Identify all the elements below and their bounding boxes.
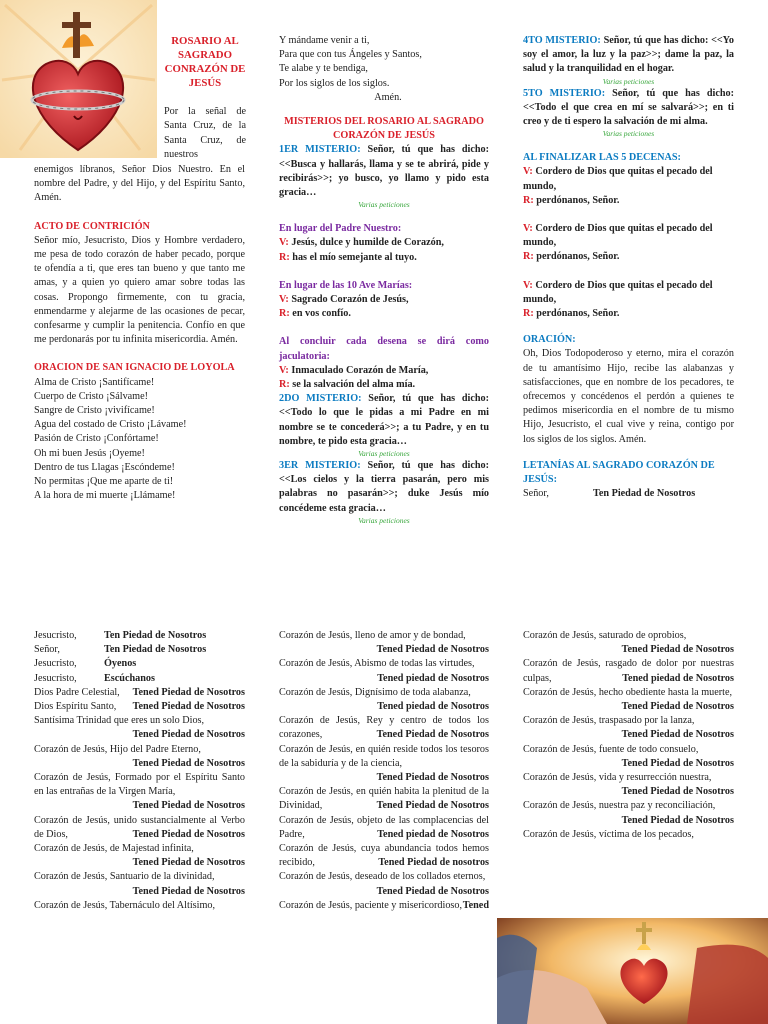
letania-item: [34, 899, 245, 913]
letania-response: Tened Piedad de Nosotros: [132, 828, 245, 840]
r-text: perdónanos, Señor.: [536, 308, 620, 320]
letania-invocation: Corazón de Jesús, objeto de las complacencias del Padre,: [279, 814, 489, 840]
r-text: has el mío semejante al tuyo.: [292, 251, 417, 263]
letania-items: [279, 629, 489, 913]
letania-item: [523, 714, 734, 742]
letania-response: Tened piedad de Nosotros: [377, 701, 489, 713]
letania-response: Tened Piedad de Nosotros: [621, 786, 734, 798]
v-marker: V:: [279, 294, 289, 306]
letania-response: Tened Piedad de Nosotros: [132, 701, 245, 713]
misterio-4: [523, 34, 734, 77]
v-text: Cordero de Dios que quitas el pecado del mundo,: [523, 166, 713, 192]
ave-marias-title: En lugar de las 10 Ave Marías:: [279, 279, 413, 291]
r-text: perdónanos, Señor.: [536, 251, 620, 263]
intro-side-text: Por la señal de Santa Cruz, de la Santa Cruz, de nuestros: [164, 106, 246, 161]
v-marker: V:: [523, 166, 533, 178]
oracion-text: Oh, Dios Todopoderoso y eterno, mira el corazón de tu amantísimo Hijo, recibe las alabanzas y satisfacciones, que en nombre de los pecadores, te ofrecemos y concédenos el perdón a quienes te pedimos misericordia en el nombre de tu mismo Hijo, Jesucristo, el cual vive y reina, contigo por los siglos de los siglos. Amén.: [523, 348, 734, 445]
letania-invocation: Corazón de Jesús, Hijo del Padre Eterno,: [34, 743, 201, 755]
letania-invocation: Jesucristo,: [34, 672, 77, 684]
misterio-4-text: Señor, tú que has dicho: <<Yo soy el amor, la luz y la paz>>; dame la paz, la salud y la tranquilidad en el hogar.: [523, 35, 734, 75]
prayer-line: No permitas ¡Que me aparte de ti!: [34, 476, 174, 488]
cordero-block-1: [523, 165, 734, 208]
v-marker: V:: [523, 223, 533, 235]
prayer-line: Te alabe y te bendiga,: [279, 63, 368, 75]
letania-response: Tened Piedad de Nosotros: [132, 757, 245, 769]
v-marker: V:: [279, 237, 289, 249]
misterio-3-text: Señor, tú que has dicho: <<Los cielos y la tierra pasarán, pero mis palabras no pasarán>>; duke Jesús mío concédeme esta gracia…: [279, 460, 489, 514]
letania-invocation: Corazón de Jesús, vida y resurrección nuestra,: [523, 772, 712, 784]
letania-response: Tened Piedad de Nosotros: [376, 800, 489, 812]
r-text: perdónanos, Señor.: [536, 194, 620, 206]
letania-invocation: Corazón de Jesús, víctima de los pecados,: [523, 828, 694, 840]
prayer-line: Alma de Cristo ¡Santifícame!: [34, 376, 155, 388]
v-marker: V:: [523, 279, 533, 291]
v-text: Sagrado Corazón de Jesús,: [291, 294, 409, 306]
misterio-2-label: 2DO MISTERIO:: [279, 393, 362, 405]
r-text: se la salvación del alma mía.: [292, 379, 416, 391]
letania-item: [279, 842, 489, 870]
letania-response: Ten Piedad de Nosotros: [593, 488, 696, 500]
letania-items: [523, 629, 734, 842]
letania-invocation: Corazón de Jesús, Tabernáculo del Altísimo,: [34, 899, 216, 911]
column-3-bottom: [523, 629, 734, 842]
column-3-top: [523, 34, 734, 501]
contricion-text: Señor mío, Jesucristo, Dios y Hombre verdadero, me pesa de todo corazón de haber pecado, porque te ofendía a ti, que eres tan bueno y que tanto me amas, y a quien yo quiero amar sobre todas las cosas. Propongo firmemente, con tu gracia, enmendarme y alejarme de las ocasiones de pecar, confesarme y cumplir la penitencia. Confío en que me perdonarás por tu infinita misericordia. Amén.: [34, 234, 245, 346]
v-text: Cordero de Dios que quitas el pecado del mundo,: [523, 279, 713, 305]
letania-item: [34, 743, 245, 771]
r-marker: R:: [523, 251, 534, 263]
letania-item: [34, 870, 245, 898]
ignacio-title: ORACION DE SAN IGNACIO DE LOYOLA: [34, 362, 235, 374]
letania-invocation: Corazón de Jesús, cuya abundancia todos hemos recibido,: [279, 843, 489, 869]
letania-invocation: Dios Padre Celestial,: [34, 686, 120, 698]
letania-items: [34, 686, 245, 913]
letania-row: [34, 657, 245, 671]
cordero-block-3: [523, 279, 734, 322]
letania-invocation: Corazón de Jesús, paciente y misericordioso,: [279, 899, 463, 911]
r-marker: R:: [279, 379, 290, 391]
prayer-line: Pasión de Cristo ¡Confórtame!: [34, 433, 159, 445]
jaculatoria-r: [279, 378, 489, 392]
r-marker: R:: [523, 308, 534, 320]
peticiones-note: Varias peticiones: [358, 449, 410, 459]
letania-row: [523, 487, 734, 501]
letania-item: [523, 828, 734, 842]
letania-invocation: Corazón de Jesús, saturado de oprobios,: [523, 630, 687, 641]
letanias-title: LETANÍAS AL SAGRADO CORAZÓN DE JESÚS:: [523, 459, 715, 486]
amen-text: Amén.: [374, 91, 402, 103]
letania-item: [279, 686, 489, 714]
letania-invocation: Corazón de Jesús, unido sustancialmente al Verbo de Dios,: [34, 814, 245, 840]
oracion-title: ORACIÓN:: [523, 334, 576, 346]
letania-item: [279, 814, 489, 842]
misterio-1: [279, 143, 489, 200]
letania-invocation: Corazón de Jesús, traspasado por la lanza,: [523, 715, 695, 727]
letania-item: [279, 899, 489, 913]
document-title: ROSARIO AL SAGRADO CONRAZÓN DE JESÚS: [164, 35, 246, 89]
letania-item: [523, 686, 734, 714]
letania-response: Tened Piedad de Nosotros: [621, 644, 734, 656]
letania-item: [34, 686, 245, 700]
intro-text: enemigos líbranos, Señor Dios Nuestro. En el nombre del Padre, y del Hijo, y del Espíritu Santo, Amén.: [34, 164, 245, 204]
r-marker: R:: [523, 194, 534, 206]
letania-response: Tened Piedad de Nosotros: [132, 885, 245, 897]
letania-item: [523, 743, 734, 771]
peticiones-note: Varias peticiones: [602, 76, 655, 86]
letania-response: Tened Piedad de Nosotros: [621, 814, 734, 826]
v-text: Jesús, dulce y humilde de Corazón,: [291, 237, 444, 249]
prayer-line: Dentro de tus Llagas ¡Escóndeme!: [34, 461, 175, 473]
letania-item: [523, 799, 734, 827]
misterio-4-label: 4TO MISTERIO:: [523, 35, 601, 46]
letania-response: Tened Piedad de Nosotros: [621, 729, 734, 741]
letania-response: Escúchanos: [104, 672, 155, 684]
letania-invocation: Corazón de Jesús, lleno de amor y de bondad,: [279, 630, 466, 641]
ave-marias-r: [279, 307, 489, 321]
letania-response: Ten Piedad de Nosotros: [104, 644, 207, 656]
letania-response: Óyenos: [104, 658, 137, 670]
letania-invocation: Corazón de Jesús, hecho obediente hasta la muerte,: [523, 686, 733, 698]
letania-response: Tened Piedad de Nosotros: [132, 800, 245, 812]
letania-response: Tened Piedad de nosotros: [378, 857, 489, 869]
letania-invocation: Corazón de Jesús, rasgado de dolor por nuestras culpas,: [523, 658, 734, 684]
letania-response: Tened Piedad de Nosotros: [376, 772, 489, 784]
peticiones-note: Varias peticiones: [358, 515, 410, 525]
jaculatoria-v: [279, 364, 489, 378]
letania-item: [34, 842, 245, 870]
prayer-line: Oh mi buen Jesús ¡Oyeme!: [34, 447, 145, 459]
letania-item: [279, 785, 489, 813]
misterio-5-label: 5TO MISTERIO:: [523, 87, 606, 99]
letania-item: [279, 714, 489, 742]
cordero-block-2: [523, 222, 734, 265]
letania-invocation: Corazón de Jesús, Formado por el Espíritu Santo en las entrañas de la Virgen María,: [34, 772, 245, 798]
letania-response: Tened piedad de Nosotros: [622, 672, 734, 684]
padre-nuestro-r: [279, 251, 489, 265]
letania-invocation: Corazón de Jesús, deseado de los collados eternos,: [279, 871, 486, 883]
letania-invocation: Señor,: [34, 644, 60, 656]
column-2-top: [279, 34, 489, 526]
prayer-line: Cuerpo de Cristo ¡Sálvame!: [34, 390, 149, 402]
letania-response: Tened Piedad de Nosotros: [132, 686, 245, 698]
letania-invocation: Corazón de Jesús, en quién reside todos los tesoros de la sabiduría y de la ciencia,: [279, 743, 489, 769]
letania-item: [523, 771, 734, 799]
sacred-heart-jesus-image: [497, 918, 768, 1024]
jaculatoria-title: Al concluir cada desena se dirá como jaculatoria:: [279, 336, 489, 362]
letania-response: Ten Piedad de Nosotros: [104, 630, 207, 641]
misterio-3: [279, 459, 489, 516]
letania-item: [279, 629, 489, 657]
letania-invocation: Jesucristo,: [34, 658, 77, 670]
letania-row: [34, 629, 245, 643]
ave-marias-v: [279, 293, 489, 307]
contricion-title: ACTO DE CONTRICIÓN: [34, 220, 150, 232]
v-marker: V:: [279, 364, 289, 376]
letania-item: [523, 657, 734, 685]
letania-response: Tened Piedad de Nosotros: [621, 701, 734, 713]
letania-row: [34, 672, 245, 686]
letania-item: [279, 870, 489, 898]
letania-invocation: Jesucristo,: [34, 630, 77, 641]
letania-invocation: Corazón de Jesús, Santuario de la divinidad,: [34, 871, 215, 883]
ignacio-prayer: [34, 376, 245, 504]
letania-response: Tened: [462, 899, 489, 911]
misterio-3-label: 3ER MISTERIO:: [279, 460, 361, 472]
letania-item: [279, 743, 489, 786]
misterio-5-text: Señor, tú que has dicho: <<Todo el que crea en mí se salvará>>; en ti creo y de ti espero la salvación de mi alma.: [523, 87, 734, 128]
letania-invocation: Señor,: [523, 488, 549, 500]
misterio-1-label: 1ER MISTERIO:: [279, 144, 361, 156]
letania-response: Tened Piedad de Nosotros: [132, 857, 245, 869]
letania-item: [279, 657, 489, 685]
prayer-line: A la hora de mi muerte ¡Llámame!: [34, 490, 176, 502]
prayer-line: Y mándame venir a ti,: [279, 35, 370, 46]
finalizar-title: AL FINALIZAR LAS 5 DECENAS:: [523, 152, 681, 164]
letania-response: Tened Piedad de Nosotros: [376, 644, 489, 656]
letania-invocation: Corazón de Jesús, de Majestad infinita,: [34, 843, 194, 855]
column-1-bottom: [34, 629, 245, 913]
letania-invocation: Corazón de Jesús, Dignísimo de toda alabanza,: [279, 686, 471, 698]
padre-nuestro-title: En lugar del Padre Nuestro:: [279, 223, 402, 235]
letania-item: [34, 700, 245, 714]
misterio-1-text: Señor, tú que has dicho: <<Busca y hallarás, llama y se te abrirá, pide y recibirás>>; yo busco, yo llamo y pido esta gracia…: [279, 144, 489, 199]
letania-response: Tened piedad de Nosotros: [377, 672, 489, 684]
letania-invocation: Corazón de Jesús, Abismo de todas las virtudes,: [279, 658, 475, 670]
r-marker: R:: [279, 308, 290, 320]
letania-response: Tened Piedad de Nosotros: [621, 757, 734, 769]
letania-invocation: Corazón de Jesús, Rey y centro de todos los corazones,: [279, 715, 489, 741]
letania-item: [523, 629, 734, 657]
letania-response: Tened Piedad de Nosotros: [376, 885, 489, 897]
title-block: [164, 34, 246, 163]
prayer-line: Por los siglos de los siglos.: [279, 77, 390, 89]
padre-nuestro-v: [279, 236, 489, 250]
sacred-heart-icon: [0, 0, 157, 158]
v-text: Inmaculado Corazón de María,: [291, 364, 429, 376]
letania-response: Tened Piedad de Nosotros: [376, 729, 489, 741]
misterios-title: MISTERIOS DEL ROSARIO AL SAGRADO CORAZÓN DE JESÚS: [284, 116, 484, 142]
column-1-top: [34, 163, 245, 503]
column-2-bottom: [279, 629, 489, 913]
v-text: Cordero de Dios que quitas el pecado del mundo,: [523, 223, 713, 249]
misterio-5: [523, 87, 734, 130]
peticiones-note: Varias peticiones: [602, 129, 655, 139]
misterio-2: [279, 392, 489, 449]
letania-invocation: Corazón de Jesús, fuente de todo consuelo,: [523, 743, 699, 755]
letania-response: Tened piedad de Nosotros: [377, 828, 489, 840]
prayer-line: Para que con tus Ángeles y Santos,: [279, 49, 422, 61]
peticiones-note: Varias peticiones: [358, 200, 410, 210]
misterio-2-text: Señor, tú que has dicho: <<Todo lo que le pidas a mi Padre en mi nombre se te concederá>>; a tu Padre, y en tu nombre, te pido esta gracia…: [279, 393, 489, 447]
letania-invocation: Corazón de Jesús, en quién habita la plenitud de la Divinidad,: [279, 786, 489, 812]
letania-invocation: Santísima Trinidad que eres un solo Dios,: [34, 715, 205, 727]
letania-response: Tened Piedad de Nosotros: [132, 729, 245, 741]
letania-invocation: Dios Espíritu Santo,: [34, 701, 117, 713]
letania-invocation: Corazón de Jesús, nuestra paz y reconciliación,: [523, 800, 716, 812]
letania-item: [34, 714, 245, 742]
prayer-line: Sangre de Cristo ¡vivifícame!: [34, 405, 155, 417]
letania-item: [34, 771, 245, 814]
r-text: en vos confío.: [292, 308, 351, 320]
prayer-line: Agua del costado de Cristo ¡Lávame!: [34, 419, 187, 431]
letania-item: [34, 814, 245, 842]
r-marker: R:: [279, 251, 290, 263]
letania-row: [34, 643, 245, 657]
